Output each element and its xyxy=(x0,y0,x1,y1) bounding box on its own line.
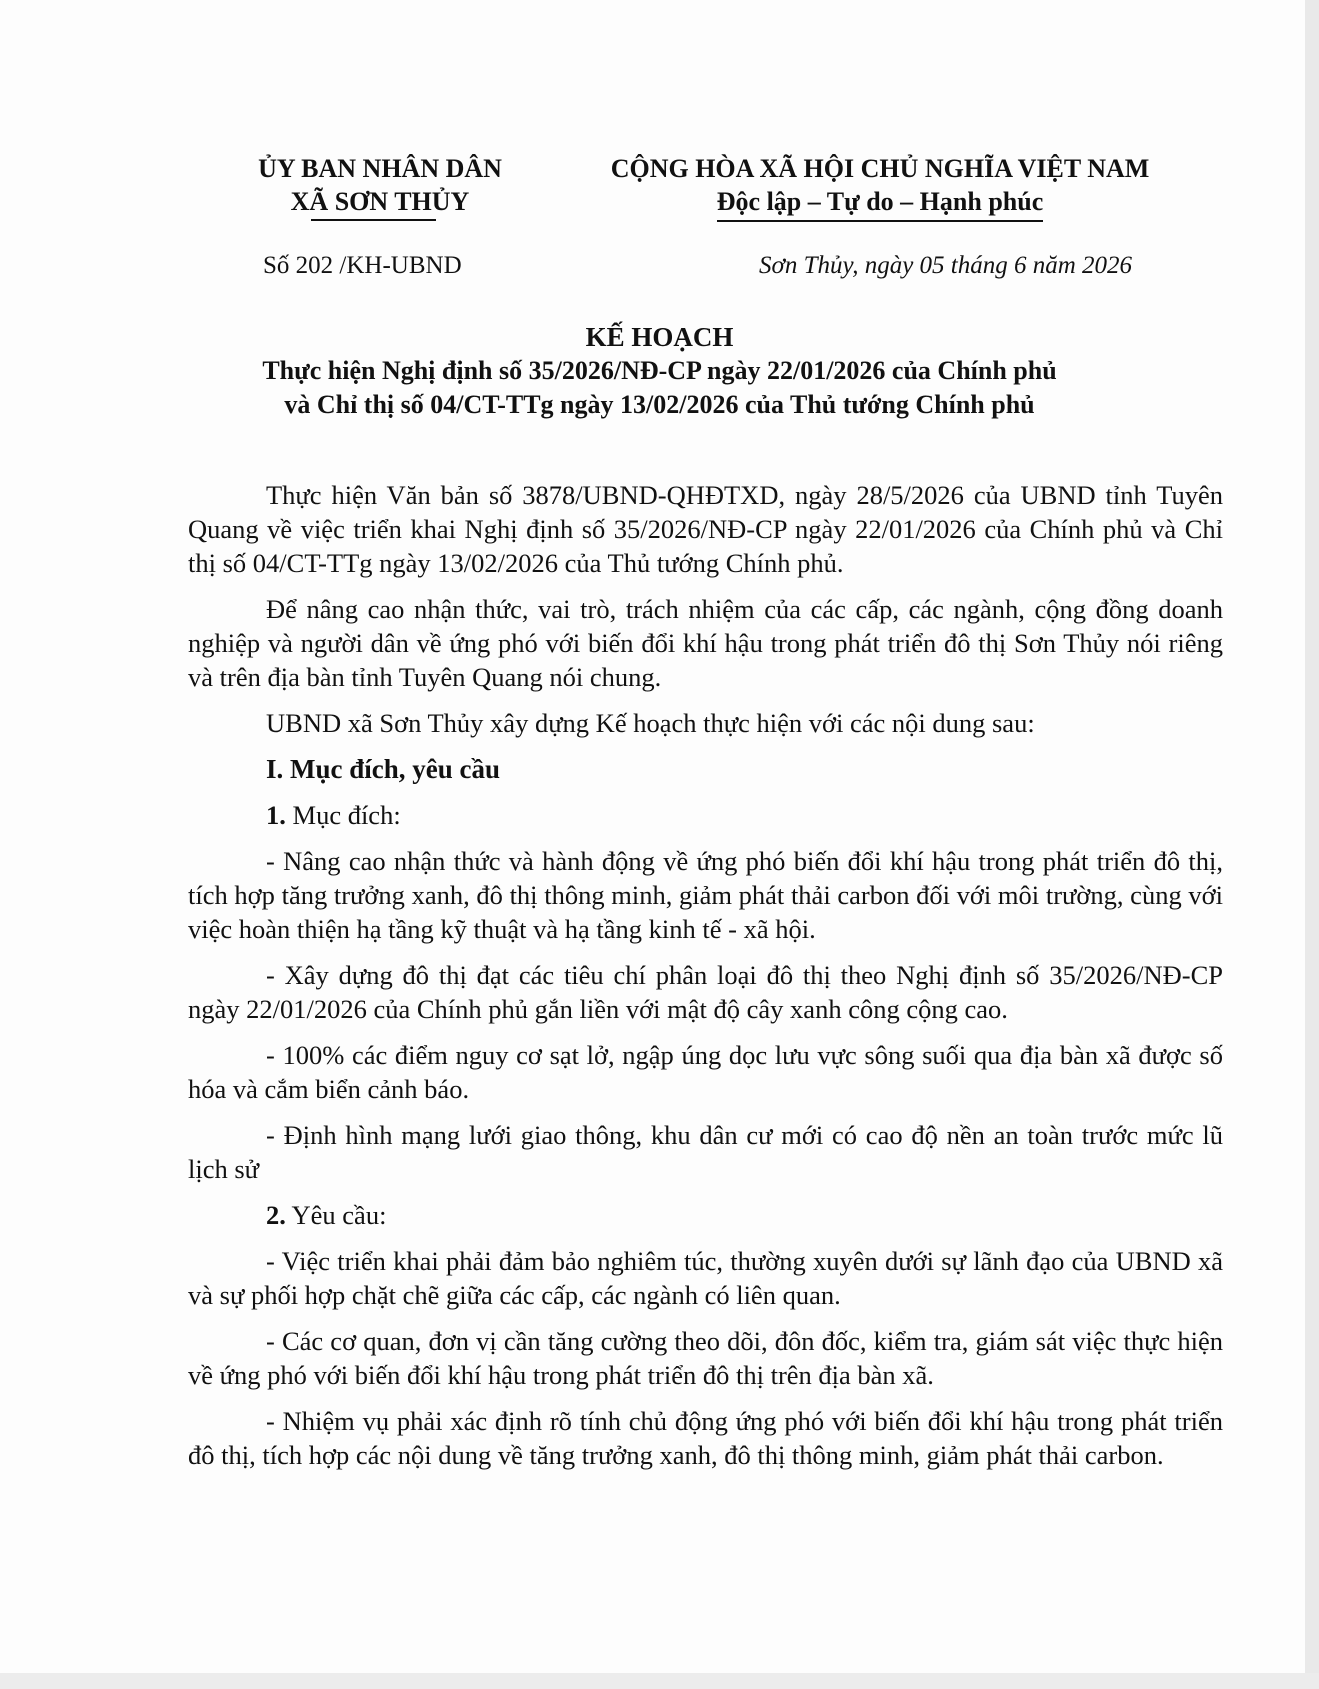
agency-header xyxy=(230,152,530,218)
intro-paragraph-1: Thực hiện Văn bản số 3878/UBND-QHĐTXD, ngày 28/5/2026 của UBND tỉnh Tuyên Quang về việc triển khai Nghị định số 35/2026/NĐ-CP ngày 22/01/2026 của Chính phủ và Chỉ thị số 04/CT-TTg ngày 13/02/2026 của Thủ tướng Chính phủ. xyxy=(188,480,1223,578)
requirement-item: - Việc triển khai phải đảm bảo nghiêm túc, thường xuyên dưới sự lãnh đạo của UBND xã và sự phối hợp chặt chẽ giữa các cấp, các ngành có liên quan. xyxy=(188,1246,1223,1310)
agency-underline xyxy=(311,219,436,221)
national-motto: Độc lập – Tự do – Hạnh phúc xyxy=(717,185,1044,222)
page-edge-right xyxy=(1305,0,1319,1689)
section-heading-1: I. Mục đích, yêu cầu xyxy=(266,754,501,784)
subsection-requirements-number: 2. xyxy=(266,1200,286,1230)
title-main: KẾ HOẠCH xyxy=(585,322,734,352)
document-body xyxy=(188,478,1223,1484)
commune-name: XÃ SƠN THỦY xyxy=(290,187,470,216)
intro-paragraph-2: Để nâng cao nhận thức, vai trò, trách nhiệm của các cấp, các ngành, cộng đồng doanh nghiệp và người dân về ứng phó với biến đổi khí hậu trong phát triển đô thị Sơn Thủy nói riêng và trên địa bàn tỉnh Tuyên Quang nói chung. xyxy=(188,594,1223,692)
purpose-item: - Nâng cao nhận thức và hành động về ứng phó biến đổi khí hậu trong phát triển đô thị, tích hợp tăng trưởng xanh, đô thị thông minh, giảm phát thải carbon đối với môi trường, cùng với việc hoàn thiện hạ tầng kỹ thuật và hạ tầng kinh tế - xã hội. xyxy=(188,846,1223,944)
place-date: Sơn Thủy, ngày 05 tháng 6 năm 2026 xyxy=(759,252,1133,279)
subsection-requirements xyxy=(188,1198,1223,1232)
subsection-purpose-number: 1. xyxy=(266,800,286,830)
title-line-2: và Chỉ thị số 04/CT-TTg ngày 13/02/2026 của Thủ tướng Chính phủ xyxy=(284,390,1035,419)
document-number: Số 202 /KH-UBND xyxy=(263,252,462,279)
page-edge-bottom xyxy=(0,1673,1319,1689)
purpose-item: - 100% các điểm nguy cơ sạt lở, ngập úng dọc lưu vực sông suối qua địa bàn xã được số hóa và cắm biển cảnh báo. xyxy=(188,1040,1223,1104)
intro-paragraph-3: UBND xã Sơn Thủy xây dựng Kế hoạch thực hiện với các nội dung sau: xyxy=(266,708,1035,738)
requirement-item: - Các cơ quan, đơn vị cần tăng cường theo dõi, đôn đốc, kiểm tra, giám sát việc thực hiện về ứng phó với biến đổi khí hậu trong phát triển đô thị trên địa bàn xã. xyxy=(188,1326,1223,1390)
title-line-1: Thực hiện Nghị định số 35/2026/NĐ-CP ngày 22/01/2026 của Chính phủ xyxy=(262,356,1057,385)
subsection-purpose xyxy=(188,798,1223,832)
agency-name: ỦY BAN NHÂN DÂN xyxy=(258,154,502,183)
subsection-requirements-label: Yêu cầu: xyxy=(285,1200,387,1230)
subsection-purpose-label: Mục đích: xyxy=(285,800,401,830)
national-header xyxy=(580,152,1180,222)
requirement-item: - Nhiệm vụ phải xác định rõ tính chủ động ứng phó với biến đổi khí hậu trong phát triển đô thị, tích hợp các nội dung về tăng trưởng xanh, đô thị thông minh, giảm phát thải carbon. xyxy=(188,1406,1223,1470)
document-title xyxy=(0,320,1319,422)
purpose-item: - Xây dựng đô thị đạt các tiêu chí phân loại đô thị theo Nghị định số 35/2026/NĐ-CP ngày 22/01/2026 của Chính phủ gắn liền với mật độ cây xanh công cộng cao. xyxy=(188,960,1223,1024)
national-title: CỘNG HÒA XÃ HỘI CHỦ NGHĨA VIỆT NAM xyxy=(610,154,1150,183)
purpose-item: - Định hình mạng lưới giao thông, khu dân cư mới có cao độ nền an toàn trước mức lũ lịch sử xyxy=(188,1120,1223,1184)
